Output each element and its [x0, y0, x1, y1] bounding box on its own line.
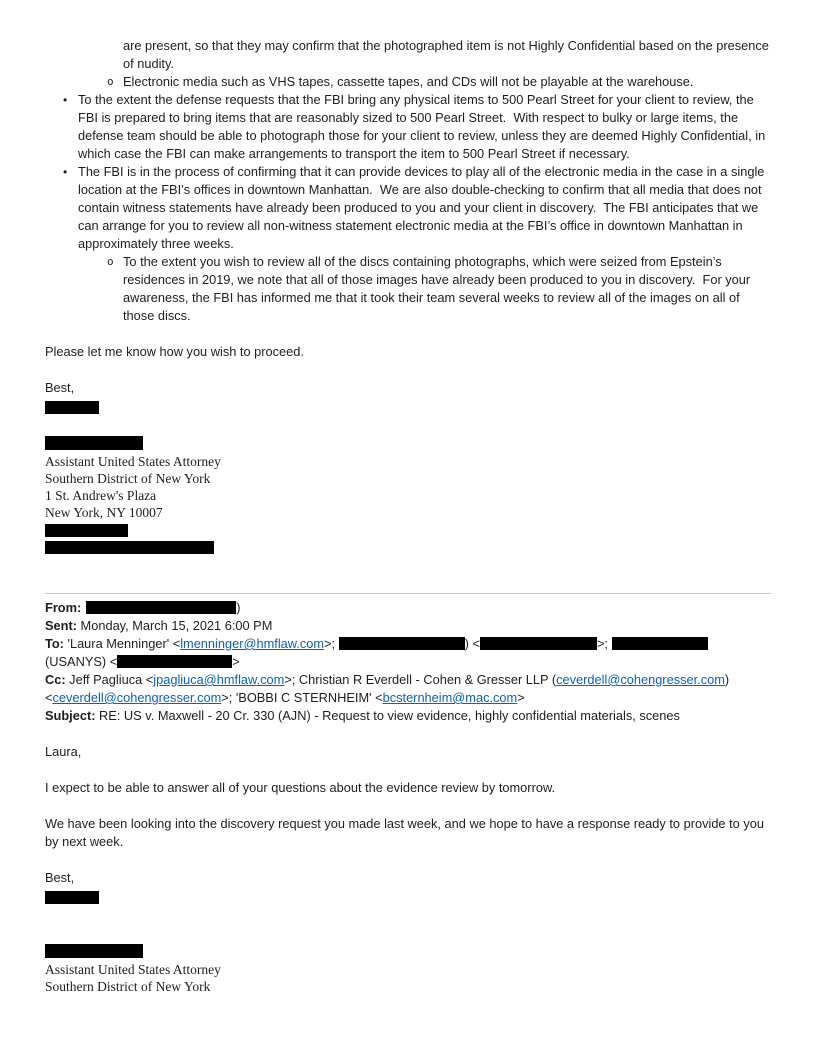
cc-text: > — [517, 690, 525, 705]
to-text: (USANYS) < — [45, 654, 118, 669]
sub-bullet-icon: o — [107, 255, 114, 268]
signature-address-line2: New York, NY 10007 — [45, 505, 163, 520]
from-line — [45, 599, 771, 617]
signoff: Best, — [45, 870, 75, 885]
redaction-bar-email — [45, 541, 214, 554]
list-item — [63, 91, 771, 163]
cc-text: Jeff Pagliuca < — [65, 672, 154, 687]
to-text: >; — [324, 636, 339, 651]
redaction-bar-name-short — [45, 401, 99, 414]
signature-block — [45, 961, 771, 995]
redaction-bar-phone — [45, 524, 128, 537]
from-label: From: — [45, 600, 82, 615]
body-paragraph: I expect to be able to answer all of your questions about the evidence review by tomorrow. — [45, 780, 556, 795]
to-line-2 — [45, 653, 771, 671]
to-line — [45, 635, 771, 653]
bullet-icon: • — [63, 93, 68, 107]
list-item-text: To the extent the defense requests that the FBI bring any physical items to 500 Pearl Street for your client to review, the FBI is prepared to bring items that are reasonably sized to 500 Pearl Street. With respect to bulky or large items, the defense team should be able to photograph those for your client to review, unless they are deemed Highly Confidential, in which case the FBI can make arrangements to transport the item to 500 Pearl Street if necessary. — [78, 92, 769, 161]
to-text: ) < — [464, 636, 480, 651]
to-text: > — [232, 654, 240, 669]
cc-line — [45, 671, 771, 689]
sent-label: Sent: — [45, 618, 77, 633]
sub-bullet-icon: o — [107, 75, 114, 88]
redaction-bar-signature-name — [45, 436, 143, 450]
greeting: Laura, — [45, 744, 82, 759]
email-link-menninger[interactable]: lmenninger@hmflaw.com — [180, 636, 325, 651]
redaction-bar-from — [86, 601, 236, 614]
sent-line — [45, 617, 771, 635]
redaction-bar-to-2 — [480, 637, 597, 650]
redaction-bar-to-3 — [612, 637, 708, 650]
sent-value: Monday, March 15, 2021 6:00 PM — [77, 618, 273, 633]
body-paragraph: We have been looking into the discovery request you made last week, and we hope to have a response ready to provide to you by next week. — [45, 816, 768, 849]
email-link-sternheim[interactable]: bcsternheim@mac.com — [382, 690, 518, 705]
subject-label: Subject: — [45, 708, 96, 723]
list-item-text: Electronic media such as VHS tapes, cassette tapes, and CDs will not be playable at the warehouse. — [123, 74, 694, 89]
cc-text: < — [45, 690, 53, 705]
quoted-message — [45, 37, 771, 554]
signature-block — [45, 453, 771, 554]
subject-value: RE: US v. Maxwell - 20 Cr. 330 (AJN) - Request to view evidence, highly confidential materials, scenes — [95, 708, 680, 723]
from-after-text: ) — [236, 600, 241, 615]
to-text: >; — [596, 636, 612, 651]
subject-line — [45, 707, 771, 725]
email-link-everdell-2[interactable]: ceverdell@cohengresser.com — [52, 690, 222, 705]
signature-office: Southern District of New York — [45, 471, 211, 486]
redaction-bar-name-short — [45, 891, 99, 904]
cc-text: >; Christian R Everdell - Cohen & Gresser LLP ( — [284, 672, 557, 687]
redaction-bar-signature-name — [45, 944, 143, 958]
cc-label: Cc: — [45, 672, 66, 687]
cc-text: >; 'BOBBI C STERNHEIM' < — [221, 690, 383, 705]
list-item — [63, 163, 771, 253]
bullet-icon: • — [63, 165, 68, 179]
cc-line-2 — [45, 689, 771, 707]
list-item — [107, 253, 771, 325]
bullet-continuation-text: are present, so that they may confirm that the photographed item is not Highly Confidential based on the presence of nudity. — [123, 38, 773, 71]
list-item-text: To the extent you wish to review all of the discs containing photographs, which were seized from Epstein’s residences in 2019, we note that all of those images have already been produced to you in discovery. For your awareness, the FBI has informed me that it took their team several weeks to review all of the images on all of those discs. — [123, 254, 754, 323]
signoff: Best, — [45, 380, 75, 395]
reply-headers — [45, 593, 771, 725]
list-item — [107, 73, 771, 91]
reply-body — [45, 743, 771, 995]
signature-title: Assistant United States Attorney — [45, 962, 221, 977]
to-text: 'Laura Menninger' < — [63, 636, 181, 651]
redaction-bar-to-1 — [339, 637, 465, 650]
to-label: To: — [45, 636, 64, 651]
cc-text: ) — [724, 672, 730, 687]
redaction-bar-to-4 — [117, 655, 232, 668]
email-link-everdell[interactable]: ceverdell@cohengresser.com — [556, 672, 725, 687]
email-link-pagliuca[interactable]: jpagliuca@hmflaw.com — [153, 672, 285, 687]
closing-line: Please let me know how you wish to proceed. — [45, 344, 304, 359]
signature-office: Southern District of New York — [45, 979, 211, 994]
list-item-text: The FBI is in the process of confirming that it can provide devices to play all of the electronic media in the case in a single location at the FBI’s offices in downtown Manhattan. We are also double-checking to confirm that all media that does not contain witness statements have already been produced to you and your client in discovery. The FBI anticipates that we can arrange for you to review all non-witness statement electronic media at the FBI’s office in downtown Manhattan in approximately three weeks. — [78, 164, 768, 251]
signature-title: Assistant United States Attorney — [45, 454, 221, 469]
signature-address-line1: 1 St. Andrew's Plaza — [45, 488, 157, 503]
